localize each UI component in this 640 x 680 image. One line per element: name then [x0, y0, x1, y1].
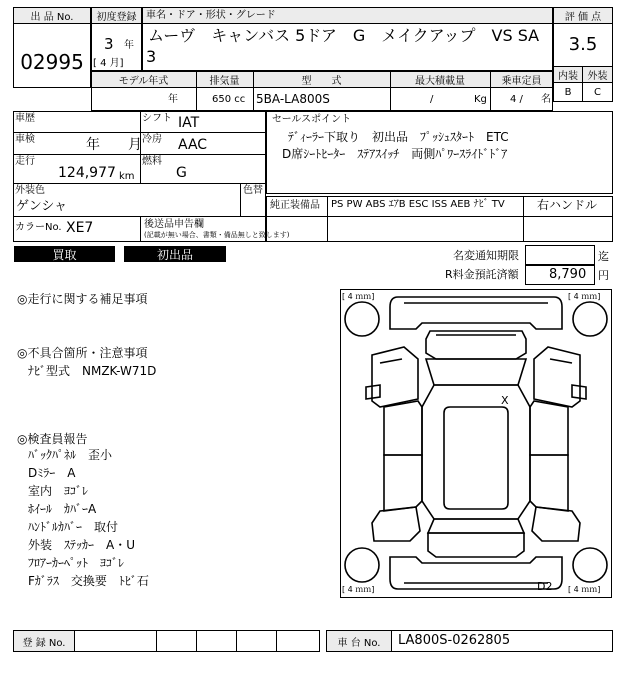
recycle-unit: 円 [598, 269, 609, 282]
lot-label: 出 品 No. [30, 12, 74, 23]
defect-header: ◎不具合箇所・注意事項 [17, 346, 148, 360]
repaint-label: 色替 [243, 185, 263, 196]
displacement-value: 650 cc [212, 94, 246, 105]
reg-no-v1 [156, 630, 157, 652]
shift-value: IAT [178, 115, 200, 131]
inspector-line-6: 外装 ｽﾃｯｶｰ A・U [28, 538, 135, 552]
tire-front-left [345, 302, 379, 336]
first-listing-badge: 初出品 [124, 246, 226, 262]
model-year-unit: 年 [168, 94, 178, 105]
car-name-line2: 3 [146, 47, 157, 66]
ac-label: 冷房 [142, 134, 162, 145]
first-reg-year-unit: 年 [124, 40, 134, 51]
tire-front-right [573, 302, 607, 336]
cabin-outline [422, 385, 530, 519]
reg-no-v4 [276, 630, 277, 652]
left-rear-door [384, 455, 422, 511]
tire-label-rear-right: [ 4 ｍｍ] [568, 585, 601, 594]
type-value: 5BA-LA800S [256, 92, 330, 106]
tire-rear-right [573, 548, 607, 582]
chassis-value: LA800S-0262805 [398, 633, 511, 648]
post-delivery-label: 後送品申告欄 [144, 219, 204, 230]
equipment-v2 [523, 196, 524, 242]
rear-window [428, 519, 524, 533]
sales-label: セールスポイント [272, 114, 352, 125]
car-diagram-svg [340, 289, 612, 598]
post-delivery-note: (記載が無い場合、書類・備品無しと致します) [144, 231, 290, 239]
inspector-line-3: 室内 ﾖｺﾞﾚ [28, 484, 89, 498]
equipment-label: 純正装備品 [270, 200, 320, 211]
type-label: 型 式 [301, 76, 342, 87]
color-no-label: カラーNo. [15, 222, 62, 233]
tire-label-front-right: [ 4 ｍｍ] [568, 292, 601, 301]
name-change-suffix: 迄 [598, 250, 609, 263]
reg-no-label: 登 録 No. [22, 637, 66, 649]
history-label: 車歴 [15, 113, 35, 124]
fuel-label: 燃料 [142, 156, 162, 167]
roof [444, 407, 508, 509]
front-bumper [390, 297, 562, 329]
windshield [426, 359, 526, 385]
color-no-value: XE7 [66, 220, 94, 236]
inspector-header: ◎検査員報告 [17, 432, 88, 446]
mileage-value: 124,977 [58, 165, 116, 181]
max-load-slash: / [430, 94, 434, 105]
inspector-line-1: ﾊﾞｯｸﾊﾟﾈﾙ 歪小 [28, 448, 113, 462]
damage-mark-d2: D2 [537, 580, 553, 593]
recycle-value: 8,790 [549, 267, 587, 282]
inspector-line-8: Fｶﾞﾗｽ 交換要 ﾄﾋﾞ石 [28, 574, 149, 588]
right-rear-quarter [532, 507, 580, 541]
mileage-label: 走行 [15, 156, 35, 167]
first-reg-label: 初度登録 [96, 12, 137, 23]
sales-line2: D席ｼｰﾄﾋｰﾀｰ ｽﾃｱｽｲｯﾁ 両側ﾊﾟﾜｰｽﾗｲﾄﾞﾄﾞｱ [282, 147, 508, 161]
left-rear-quarter [372, 507, 420, 541]
tire-label-front-left: [ 4 ｍｍ] [342, 292, 375, 301]
max-load-unit: Kg [474, 94, 487, 105]
exterior-score: C [594, 87, 601, 98]
sales-line1: ﾃﾞｨｰﾗｰ下取り 初出品 ﾌﾟｯｼｭｽﾀｰﾄ ETC [288, 130, 509, 144]
first-reg-year: 3 [104, 35, 114, 53]
right-fender [534, 347, 580, 407]
left-front-door [384, 401, 422, 455]
driving-header: ◎走行に関する補足事項 [17, 292, 148, 306]
ac-value: AAC [178, 137, 208, 153]
handle-value: 右ハンドル [537, 198, 598, 212]
recycle-label: R料金預託済額 [445, 268, 519, 281]
inspector-line-5: ﾊﾝﾄﾞﾙｶﾊﾞｰ 取付 [28, 520, 119, 534]
lot-number: 02995 [20, 50, 84, 74]
tire-rear-left [345, 548, 379, 582]
chassis-label: 車 台 No. [337, 637, 381, 649]
interior-score: B [564, 87, 572, 98]
tailgate [428, 533, 524, 557]
inspector-line-4: ﾎｲｰﾙ ｶﾊﾞｰA [28, 502, 97, 516]
details-v3 [140, 216, 141, 242]
exterior-color-label: 外装色 [15, 185, 45, 196]
score-value: 3.5 [568, 34, 598, 55]
details-h3 [13, 183, 266, 184]
score-label: 評 価 点 [564, 12, 602, 23]
fuel-value: G [176, 165, 187, 181]
inspector-line-7: ﾌﾛｱｰｶｰﾍﾟｯﾄ ﾖｺﾞﾚ [28, 556, 125, 570]
left-fender [372, 347, 418, 407]
mileage-unit: km [119, 171, 135, 182]
car-name-line1: ムーヴ キャンバス 5ドア G メイクアップ VS SA [148, 26, 540, 45]
inspection-label: 車検 [15, 134, 35, 145]
equipment-h1 [266, 216, 613, 217]
right-front-door [530, 401, 568, 455]
buy-badge: 買取 [14, 246, 115, 262]
defect-line-1: ﾅﾋﾞ型式 NMZK-W71D [28, 364, 157, 378]
car-name-label: 車名・ドア・形状・グレード [146, 10, 276, 21]
name-change-label: 名変通知期限 [453, 249, 519, 262]
name-change-field [525, 245, 595, 265]
exterior-color-value: ゲンシャ [16, 199, 68, 214]
reg-no-v2 [196, 630, 197, 652]
score-divider [582, 66, 583, 102]
inspection-value: 年 月 [86, 137, 142, 153]
capacity-value: 4 / [510, 94, 523, 105]
max-load-label: 最大積載量 [415, 76, 465, 87]
inspector-line-2: Dﾐﾗｰ A [28, 466, 76, 480]
shift-label: シフト [142, 113, 172, 124]
first-reg-month: [ 4 月] [93, 58, 124, 69]
model-year-label: モデル年式 [118, 76, 169, 87]
reg-no-v3 [236, 630, 237, 652]
displacement-label: 排気量 [209, 76, 240, 87]
right-rear-door [530, 455, 568, 511]
equipment-v1 [327, 196, 328, 242]
capacity-unit: 名 [541, 94, 551, 105]
tire-label-rear-left: [ 4 ｍｍ] [342, 585, 375, 594]
interior-label: 内装 [558, 71, 578, 82]
capacity-label: 乗車定員 [501, 76, 542, 87]
equipment-value: PS PW ABS ｴｱB ESC ISS AEB ﾅﾋﾞ TV [331, 199, 505, 210]
damage-mark-x: X [501, 394, 509, 407]
exterior-label: 外装 [587, 71, 608, 82]
details-v2 [240, 183, 241, 216]
